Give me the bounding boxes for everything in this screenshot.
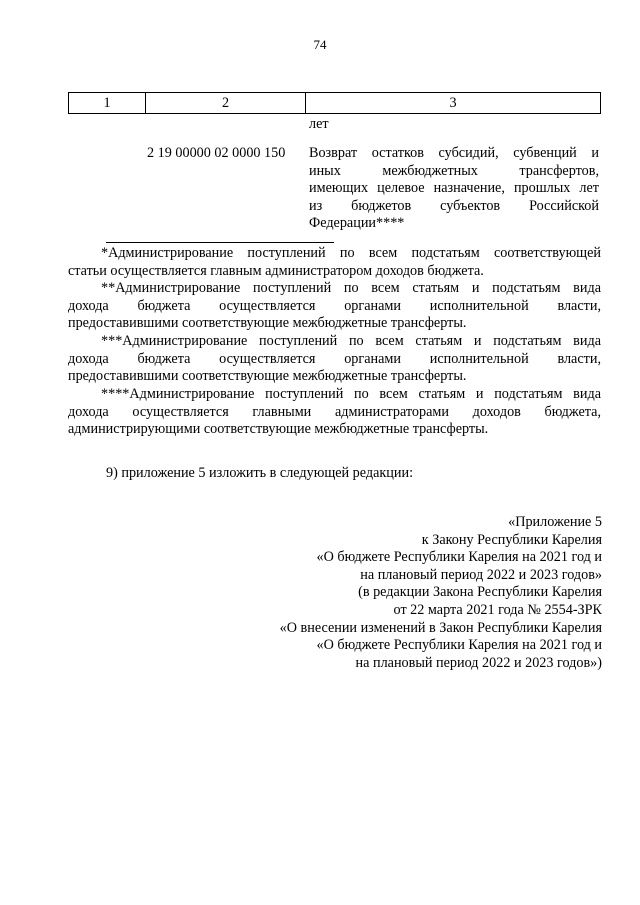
footnote-3 <box>68 333 601 386</box>
description-line: Федерации**** <box>309 215 405 231</box>
footnote-line: *Администрирование поступлений по всем подстатьям соответствующей <box>101 245 601 261</box>
appendix-header <box>280 514 602 672</box>
appendix-line: на плановый период 2022 и 2023 годов» <box>360 566 602 583</box>
footnote-separator <box>106 242 334 243</box>
table-header-col-3: 3 <box>449 95 457 111</box>
appendix-line: от 22 марта 2021 года № 2554-ЗРК <box>393 601 602 618</box>
table-header-col-2: 2 <box>146 93 306 113</box>
appendix-line: (в редакции Закона Республики Карелия <box>358 584 602 601</box>
footnote-line: дохода осуществляется главными администраторами доходов бюджета, <box>68 403 601 420</box>
footnote-1 <box>68 245 601 280</box>
footnote-line: предоставившими соответствующие межбюджетные трансферты. <box>68 315 467 331</box>
table-header-row <box>68 92 601 114</box>
footnote-line: предоставившими соответствующие межбюджетные трансферты. <box>68 368 467 384</box>
paragraph-9: 9) приложение 5 изложить в следующей редакции: <box>106 465 414 481</box>
table-row2-code: 2 19 00000 02 0000 150 <box>147 145 286 161</box>
table-row1-description-tail: лет <box>309 116 329 132</box>
description-line: иных межбюджетных трансфертов, <box>309 162 599 179</box>
footnote-line: дохода бюджета осуществляется органами исполнительной власти, <box>68 297 601 314</box>
footnote-line: дохода бюджета осуществляется органами исполнительной власти, <box>68 350 601 367</box>
description-line: Возврат остатков субсидий, субвенций и <box>309 145 599 161</box>
footnote-2 <box>68 280 601 333</box>
description-line: имеющих целевое назначение, прошлых лет <box>309 180 599 196</box>
footnote-4 <box>68 386 601 439</box>
appendix-line: «О внесении изменений в Закон Республики Карелия <box>279 619 602 636</box>
footnote-line: администрирующими соответствующие межбюджетные трансферты. <box>68 421 489 437</box>
appendix-line: «Приложение 5 <box>508 514 602 530</box>
footnote-line: **Администрирование поступлений по всем статьям и подстатьям вида <box>101 280 601 296</box>
table-header-col-1: 1 <box>69 93 146 113</box>
description-line: из бюджетов субъектов Российской <box>309 197 599 214</box>
table-row2-description <box>309 145 599 233</box>
footnote-line: статьи осуществляется главным администратором доходов бюджета. <box>68 262 484 279</box>
page-number: 74 <box>313 37 327 52</box>
appendix-line: к Закону Республики Карелия <box>421 531 602 548</box>
appendix-line: на плановый период 2022 и 2023 годов») <box>355 654 602 671</box>
appendix-line: «О бюджете Республики Карелия на 2021 год и <box>316 637 602 654</box>
appendix-line: «О бюджете Республики Карелия на 2021 год и <box>316 549 602 566</box>
footnote-line: ****Администрирование поступлений по всем статьям и подстатьям вида <box>101 386 601 402</box>
footnote-line: ***Администрирование поступлений по всем статьям и подстатьям вида <box>101 333 601 349</box>
